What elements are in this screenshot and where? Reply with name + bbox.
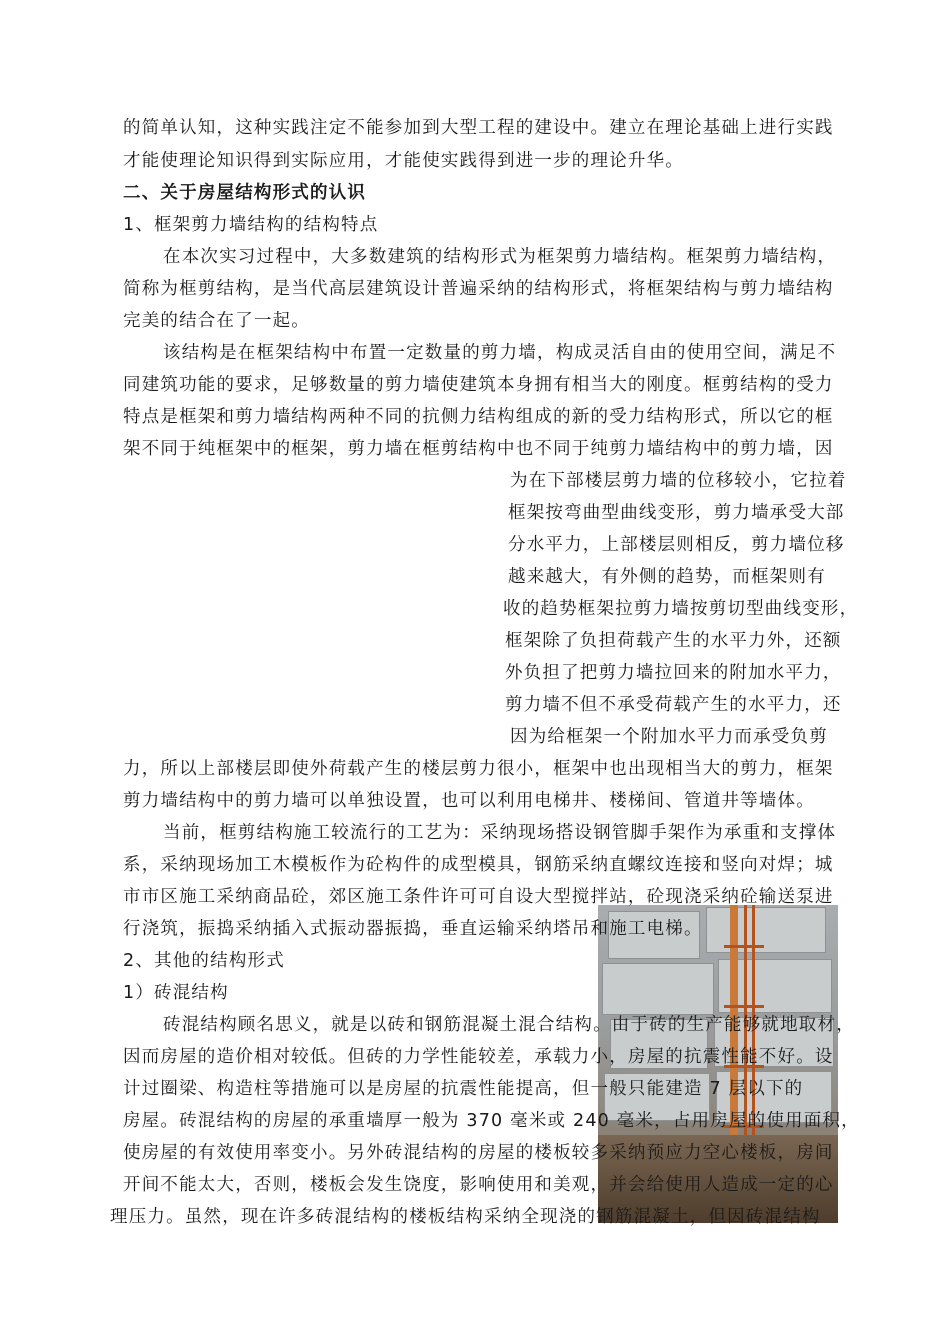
text-line: 剪力墙结构中的剪力墙可以单独设置，也可以利用电梯井、楼梯间、管道井等墙体。 [123,791,815,811]
text-line: 架不同于纯框架中的框架，剪力墙在框剪结构中也不同于纯剪力墙结构中的剪力墙，因 [123,439,834,459]
text-line: 框架除了负担荷载产生的水平力外，还额 [505,631,842,651]
text-line: 力，所以上部楼层即使外荷载产生的楼层剪力很小，框架中也出现相当大的剪力，框架 [123,759,834,779]
text-line: 才能使理论知识得到实际应用，才能使实践得到进一步的理论升华。 [123,151,684,171]
text-line: 1、框架剪力墙结构的结构特点 [123,215,379,235]
text-line: 在本次实习过程中，大多数建筑的结构形式为框架剪力墙结构。框架剪力墙结构， [163,247,837,267]
text-line: 简称为框剪结构，是当代高层建筑设计普遍采纳的结构形式，将框架结构与剪力墙结构 [123,279,834,299]
text-line: 系，采纳现场加工木模板作为砼构件的成型模具，钢筋采纳直螺纹连接和竖向对焊；城 [123,855,834,875]
block-shape [602,963,714,1015]
text-line: 当前，框剪结构施工较流行的工艺为：采纳现场搭设钢管脚手架作为承重和支撑体 [163,823,837,843]
text-line: 因为给框架一个附加水平力而承受负剪 [510,727,828,747]
text-line: 为在下部楼层剪力墙的位移较小，它拉着 [510,471,847,491]
text-line: 框架按弯曲型曲线变形，剪力墙承受大部 [508,503,845,523]
rebar [724,1005,764,1008]
text-line: 计过圈梁、构造柱等措施可以是房屋的抗震性能提高，但一般只能建造 7 层以下的 [123,1079,804,1099]
text-line: 开间不能太大，否则，楼板会发生饶度，影响使用和美观，并会给使用人造成一定的心 [123,1175,834,1195]
text-line: 分水平力，上部楼层则相反，剪力墙位移 [508,535,845,555]
text-line: 砖混结构顾名思义，就是以砖和钢筋混凝土混合结构。由于砖的生产能够就地取材， [163,1015,855,1035]
text-line: 房屋。砖混结构的房屋的承重墙厚一般为 370 毫米或 240 毫米，占用房屋的使用面积， [123,1111,860,1131]
text-line: 1）砖混结构 [123,983,229,1003]
text-line: 剪力墙不但不承受荷载产生的水平力，还 [505,695,842,715]
text-line: 外负担了把剪力墙拉回来的附加水平力， [505,663,842,683]
text-line: 越来越大，有外侧的趋势，而框架则有 [508,567,826,587]
text-line: 2、其他的结构形式 [123,951,285,971]
text-line: 完美的结合在了一起。 [123,311,310,331]
text-line: 特点是框架和剪力墙结构两种不同的抗侧力结构组成的新的受力结构形式，所以它的框 [123,407,834,427]
text-line: 同建筑功能的要求，足够数量的剪力墙使建筑本身拥有相当大的刚度。框剪结构的受力 [123,375,834,395]
text-line: 因而房屋的造价相对较低。但砖的力学性能较差，承载力小，房屋的抗震性能不好。设 [123,1047,834,1067]
text-line: 该结构是在框架结构中布置一定数量的剪力墙，构成灵活自由的使用空间，满足不 [163,343,837,363]
rebar [724,945,764,948]
text-line: 的简单认知，这种实践注定不能参加到大型工程的建设中。建立在理论基础上进行实践 [123,118,834,138]
text-line: 市市区施工采纳商品砼，郊区施工条件许可可自设大型搅拌站，砼现浇采纳砼输送泵进 [123,887,834,907]
text-line: 使房屋的有效使用率变小。另外砖混结构的房屋的楼板较多采纳预应力空心楼板，房间 [123,1143,834,1163]
section-heading: 二、关于房屋结构形式的认识 [123,183,367,203]
text-line: 行浇筑，振捣采纳插入式振动器振捣，垂直运输采纳塔吊和施工电梯。 [123,919,703,939]
text-line: 收的趋势框架拉剪力墙按剪切型曲线变形， [503,599,859,619]
text-line: 理压力。虽然，现在许多砖混结构的楼板结构采纳全现浇的钢筋混凝土，但因砖混结构 [110,1207,821,1227]
